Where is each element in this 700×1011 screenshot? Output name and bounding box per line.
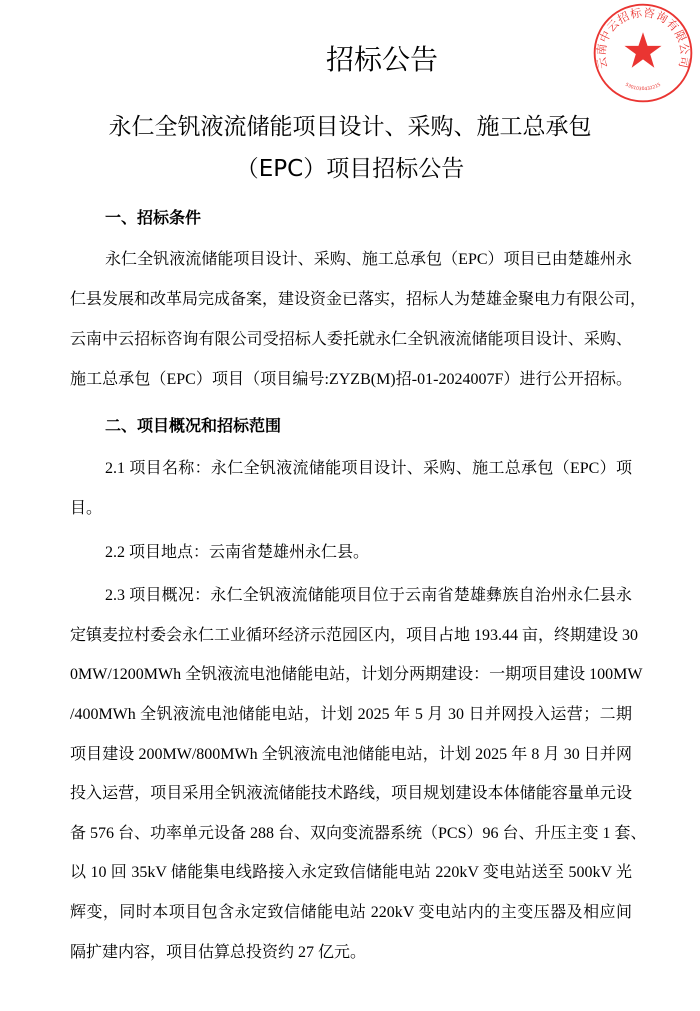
text-line: 2.2 项目地点：云南省楚雄州永仁县。 bbox=[105, 544, 370, 561]
text-line: 定镇麦拉村委会永仁工业循环经济示范园区内，项目占地 193.44 亩，终期建设 30 bbox=[70, 627, 639, 644]
text-line: 项目建设 200MW/800MWh 全钒液流电池储能电站，计划 2025 年 8 月 30 日并网 bbox=[70, 746, 632, 763]
text-line: 0MW/1200MWh 全钒液流电池储能电站，计划分两期建设：一期项目建设 100MW bbox=[70, 666, 643, 683]
text-line: 备 576 台、功率单元设备 288 台、双向变流器系统（PCS）96 台、升压主变 1 套、 bbox=[70, 825, 647, 842]
text-line: /400MWh 全钒液流电池储能电站，计划 2025 年 5 月 30 日并网投入运营；二期 bbox=[70, 706, 632, 723]
text-line: 云南中云招标咨询有限公司受招标人委托就永仁全钒液流储能项目设计、采购、 bbox=[70, 331, 632, 348]
company-seal bbox=[592, 2, 694, 104]
text-line: 2.1 项目名称：永仁全钒液流储能项目设计、采购、施工总承包（EPC）项 bbox=[105, 460, 632, 477]
text-line: 目。 bbox=[70, 500, 103, 517]
subtitle-line-1: 永仁全钒液流储能项目设计、采购、施工总承包 bbox=[108, 114, 592, 140]
page-title: 招标公告 bbox=[325, 43, 438, 76]
section-heading-2: 二、项目概况和招标范围 bbox=[105, 416, 282, 435]
svg-text:5301030432215: 5301030432215 bbox=[624, 82, 662, 93]
text-line: 以 10 回 35kV 储能集电线路接入永定致信储能电站 220kV 变电站送至 500kV 光 bbox=[70, 864, 632, 881]
star-icon bbox=[624, 32, 661, 68]
text-line: 投入运营，项目采用全钒液流储能技术路线，项目规划建设本体储能容量单元设 bbox=[70, 785, 632, 802]
text-line: 2.3 项目概况：永仁全钒液流储能项目位于云南省楚雄彝族自治州永仁县永 bbox=[105, 587, 632, 604]
text-line: 隔扩建内容，项目估算总投资约 27 亿元。 bbox=[70, 944, 367, 961]
subtitle-line-2: （EPC）项目招标公告 bbox=[235, 156, 465, 182]
svg-text:云南中云招标咨询有限公司: 云南中云招标咨询有限公司 bbox=[593, 5, 693, 70]
text-line: 辉变，同时本项目包含永定致信储能电站 220kV 变电站内的主变压器及相应间 bbox=[70, 904, 632, 921]
text-line: 永仁全钒液流储能项目设计、采购、施工总承包（EPC）项目已由楚雄州永 bbox=[105, 251, 632, 268]
text-line: 施工总承包（EPC）项目（项目编号:ZYZB(M)招-01-2024007F）进行公开招标。 bbox=[70, 371, 632, 388]
section-heading-1: 一、招标条件 bbox=[105, 208, 202, 227]
text-line: 仁县发展和改革局完成备案，建设资金已落实，招标人为楚雄金聚电力有限公司， bbox=[70, 291, 647, 308]
